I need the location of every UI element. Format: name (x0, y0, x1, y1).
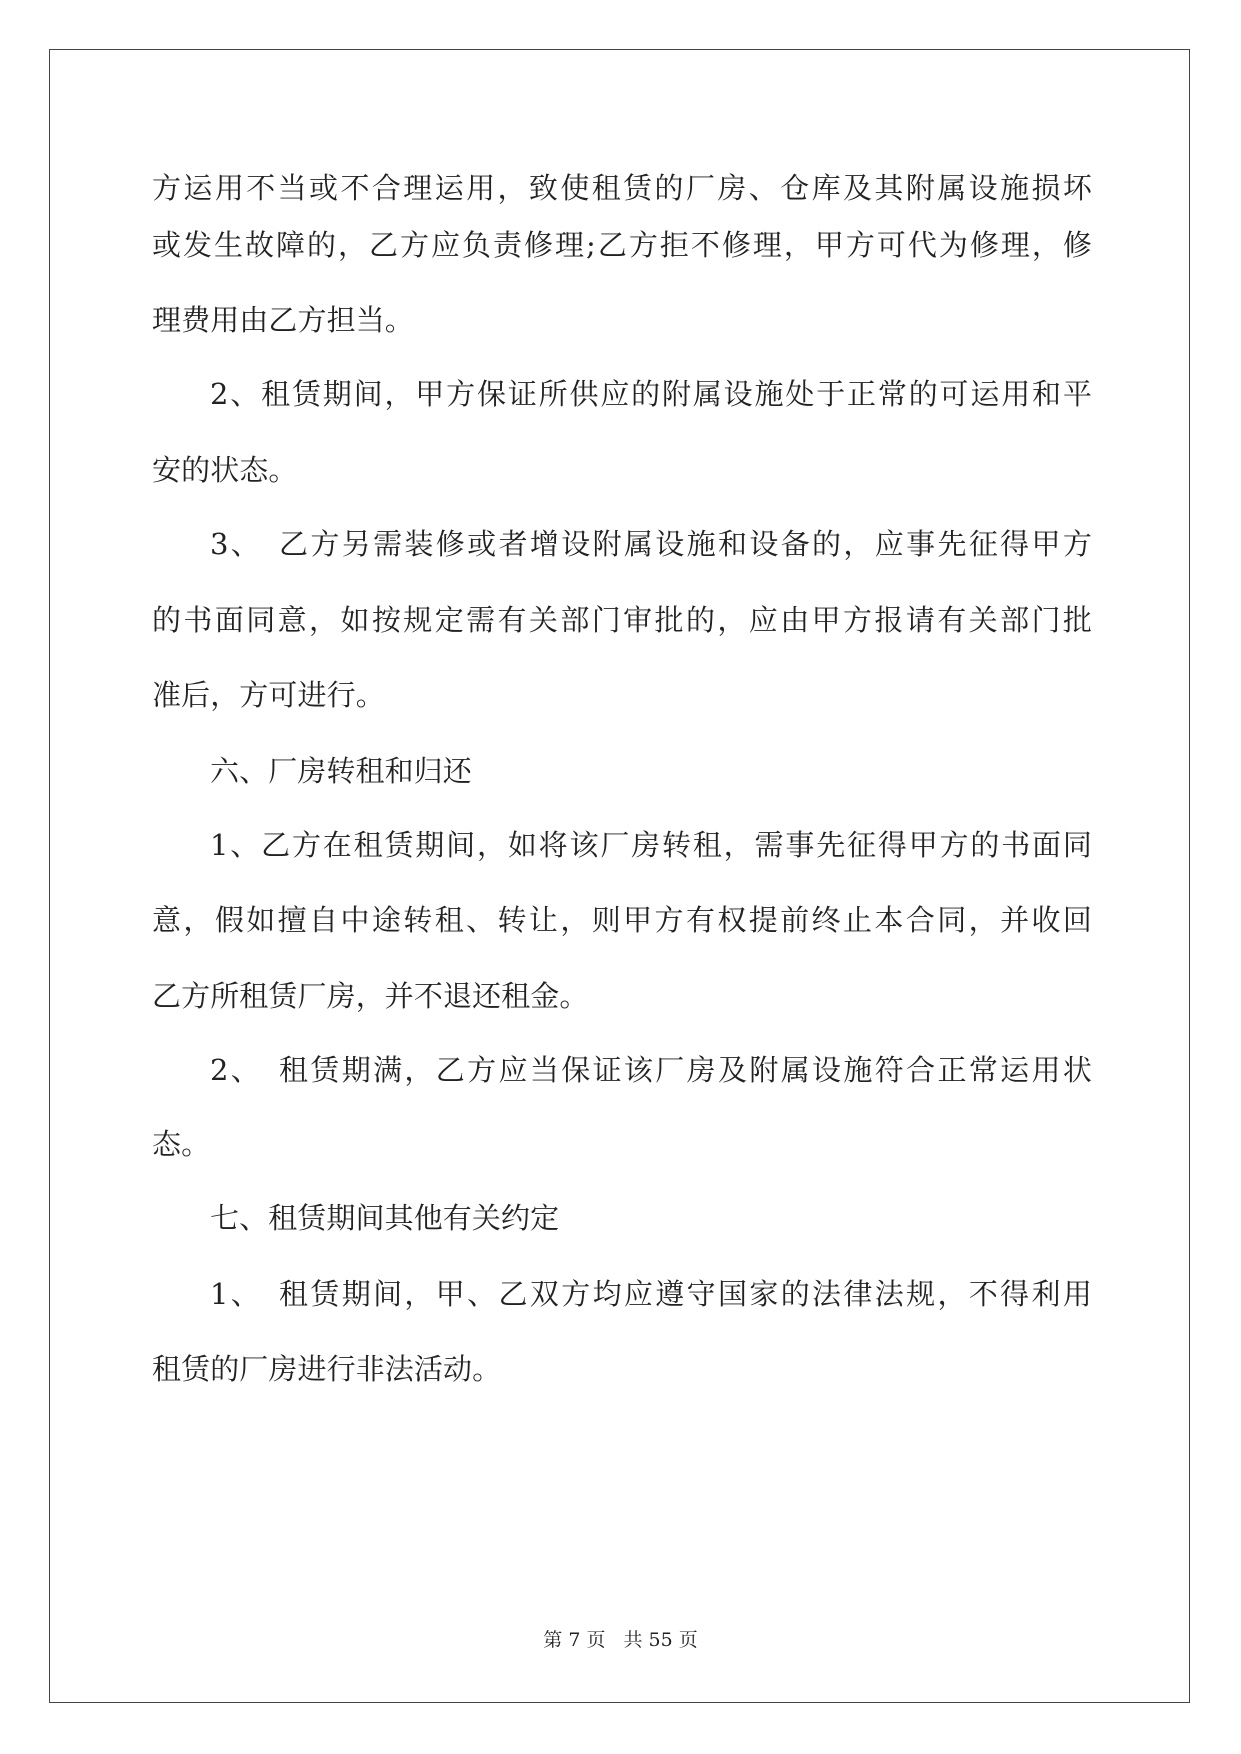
text-line: 3、 乙方另需装修或者增设附属设施和设备的，应事先征得甲方 (210, 527, 1092, 561)
text-line: 理费用由乙方担当。 (152, 303, 414, 337)
text-line: 方运用不当或不合理运用，致使租赁的厂房、仓库及其附属设施损坏 (152, 171, 1092, 205)
text-line: 意，假如擅自中途转租、转让，则甲方有权提前终止本合同，并收回 (152, 903, 1092, 937)
text-line: 1、乙方在租赁期间，如将该厂房转租，需事先征得甲方的书面同 (210, 828, 1092, 862)
section-heading: 七、租赁期间其他有关约定 (210, 1201, 560, 1235)
page-number: 第 7 页 (543, 1629, 606, 1651)
text-line: 准后，方可进行。 (152, 678, 385, 712)
text-line: 1、 租赁期间，甲、乙双方均应遵守国家的法律法规，不得利用 (210, 1277, 1092, 1311)
page-frame (49, 49, 1190, 1703)
text-line: 2、 租赁期满，乙方应当保证该厂房及附属设施符合正常运用状 (210, 1053, 1092, 1087)
text-line: 2、租赁期间，甲方保证所供应的附属设施处于正常的可运用和平 (210, 377, 1092, 411)
page-footer (0, 1628, 1241, 1652)
text-line: 安的状态。 (152, 453, 298, 487)
text-line: 的书面同意，如按规定需有关部门审批的，应由甲方报请有关部门批 (152, 603, 1092, 637)
page-total: 共 55 页 (623, 1629, 698, 1651)
text-line: 乙方所租赁厂房，并不退还租金。 (152, 979, 589, 1013)
text-line: 态。 (152, 1127, 211, 1161)
section-heading: 六、厂房转租和归还 (210, 754, 472, 788)
text-line: 租赁的厂房进行非法活动。 (152, 1352, 502, 1386)
text-line: 或发生故障的，乙方应负责修理;乙方拒不修理，甲方可代为修理，修 (152, 228, 1092, 262)
